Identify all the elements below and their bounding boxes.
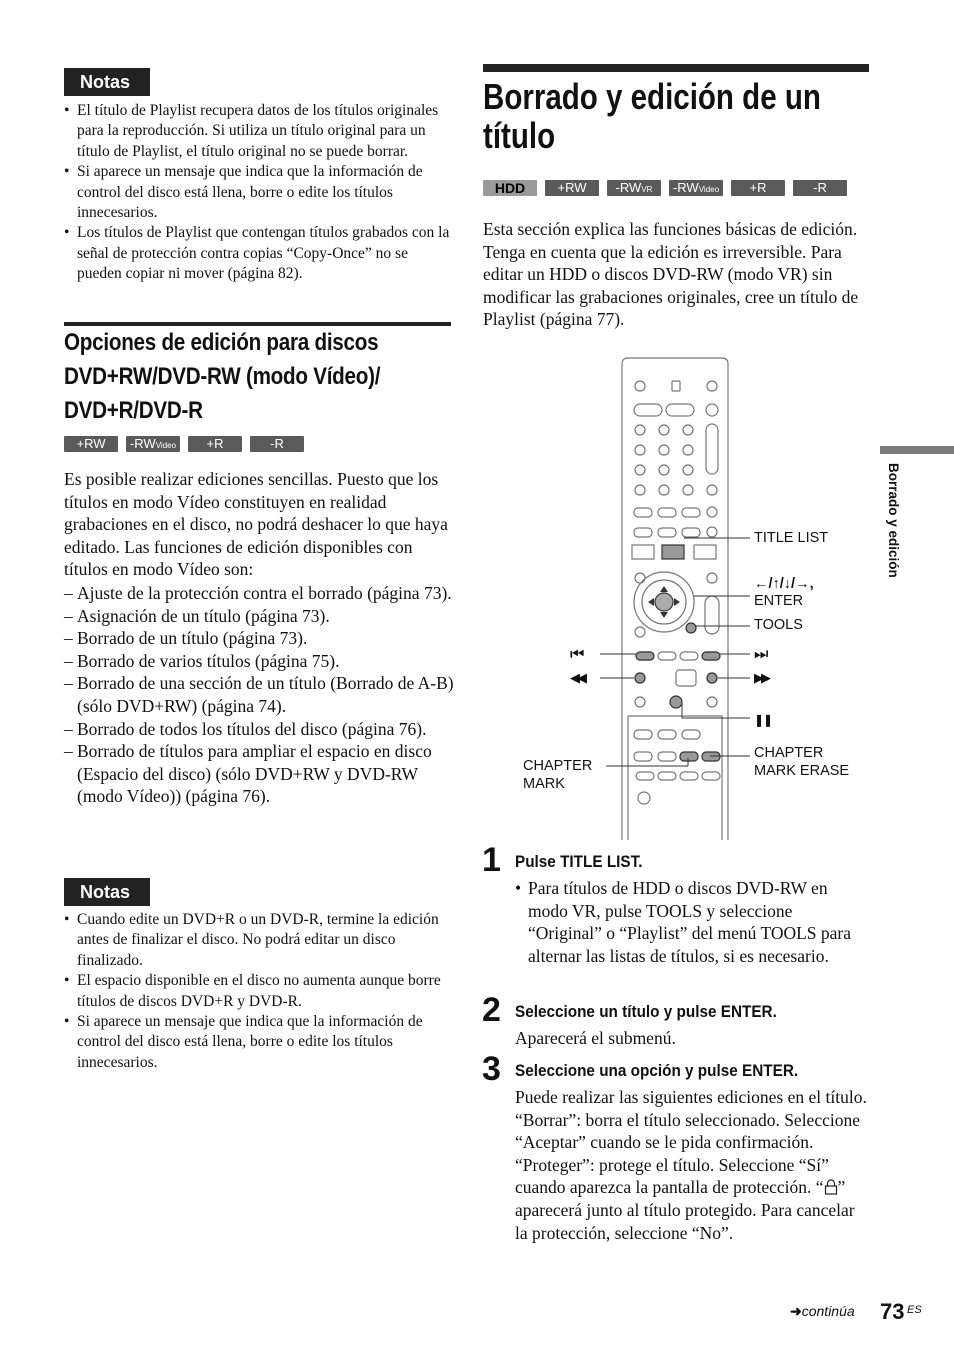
arrow-right-icon: ➜: [790, 1303, 802, 1319]
disc-badge: +RW: [64, 436, 118, 452]
continues-note: [790, 1303, 855, 1320]
step-text-part: ” aparecerá junto al título protegido. Para cancelar la protección, seleccione “No”.: [515, 1177, 855, 1243]
title-rule: [483, 64, 869, 72]
function-item: – Borrado de todos los títulos del disco (página 76).: [64, 718, 454, 741]
label-chapter-mark-erase: CHAPTER: [754, 745, 824, 761]
note-item: • Si aparece un mensaje que indica que la información de control del disco está llena, borre o edite los títulos innecesarios.: [64, 162, 454, 223]
step-text: Aparecerá el submenú.: [515, 1028, 676, 1048]
lock-icon: [824, 1179, 838, 1195]
step-paragraph: Puede realizar las siguientes ediciones en el título.: [515, 1087, 867, 1107]
disc-badges: [64, 436, 312, 452]
function-item: – Borrado de un título (página 73).: [64, 627, 454, 650]
disc-badge: +RW: [545, 180, 599, 196]
page-number: 73: [880, 1299, 905, 1324]
section-intro: Es posible realizar ediciones sencillas. Puesto que los títulos en modo Vídeo constituyen en realidad grabaciones en el disco, no podrá deshacer lo que haya editado. Las funciones de edición disponibles con títulos en modo Vídeo son:: [64, 469, 448, 580]
disc-badge: -RWVideo: [126, 436, 180, 452]
disc-badge: -RWVR: [607, 180, 661, 196]
note-item: • El espacio disponible en el disco no aumenta aunque borre títulos de discos DVD+R y DVD-R.: [64, 971, 454, 1012]
label-chapter-mark: CHAPTER: [523, 758, 593, 774]
step-paragraph: [515, 1154, 867, 1244]
step-title: Pulse TITLE LIST.: [515, 852, 643, 871]
step-text-part: “Proteger”: protege el título. Seleccione “Sí” cuando aparezca la pantalla de protección. “: [515, 1154, 829, 1198]
side-tab-label: Borrado y edición: [886, 463, 901, 578]
functions-list: [64, 582, 454, 808]
step-paragraph: “Borrar”: borra el título seleccionado. Seleccione “Aceptar” cuando se le pida confirmación.: [515, 1109, 860, 1153]
label-tools: TOOLS: [754, 617, 803, 633]
continues-label: continúa: [801, 1303, 855, 1319]
section-heading: Opciones de edición para discos DVD+RW/DVD-RW (modo Vídeo)/ DVD+R/DVD-R: [64, 329, 381, 424]
function-item: – Ajuste de la protección contra el borrado (página 73).: [64, 582, 454, 605]
step-number: 3: [482, 1050, 501, 1088]
step-number: 2: [482, 991, 501, 1029]
label-chapter-mark: MARK: [523, 776, 565, 792]
page-title: Borrado y edición de un título: [483, 76, 821, 156]
remote-control-illustration: [600, 356, 750, 840]
function-item: – Asignación de un título (página 73).: [64, 605, 454, 628]
step-number: 1: [482, 841, 501, 879]
notes-label: Notas: [64, 68, 150, 96]
function-item: – Borrado de títulos para ampliar el espacio en disco (Espacio del disco) (sólo DVD+RW y DVD-RW (modo Vídeo)) (página 76).: [64, 740, 454, 808]
function-item: – Borrado de una sección de un título (Borrado de A-B) (sólo DVD+RW) (página 74).: [64, 672, 454, 717]
rewind-icon: ◀◀: [570, 670, 584, 685]
note-item: • El título de Playlist recupera datos de los títulos originales para la reproducción. Si utiliza un título original para un título de Playlist, el título original no se puede borrar.: [64, 101, 454, 162]
step-bullet: • Para títulos de HDD o discos DVD-RW en modo VR, pulse TOOLS y seleccione “Original” o “Playlist” del menú TOOLS para alternar las listas de títulos, si es necesario.: [515, 877, 867, 967]
side-tab-bar: [880, 446, 954, 454]
disc-badges: [483, 180, 855, 196]
note-item: • Si aparece un mensaje que indica que la información de control del disco está llena, borre o edite los títulos innecesarios.: [64, 1012, 454, 1073]
label-arrows: ←/↑/↓/→,: [754, 576, 814, 592]
label-chapter-mark-erase: MARK ERASE: [754, 763, 850, 779]
step-bullets: [515, 877, 867, 967]
note-item: • Cuando edite un DVD+R o un DVD-R, termine la edición antes de finalizar el disco. No podrá editar un disco finalizado.: [64, 910, 454, 971]
next-icon: ⏭: [754, 646, 769, 663]
fast-forward-icon: ▶▶: [754, 670, 768, 685]
step-text: [515, 1086, 867, 1244]
language-code: ES: [907, 1304, 922, 1316]
notes-list: [64, 101, 454, 285]
previous-icon: ⏮: [570, 646, 585, 663]
step-title: Seleccione una opción y pulse ENTER.: [515, 1061, 799, 1080]
notes-label: Notas: [64, 878, 150, 906]
label-title-list: TITLE LIST: [754, 530, 829, 546]
disc-badge: HDD: [483, 180, 537, 196]
disc-badge: -RWVideo: [669, 180, 723, 196]
disc-badge: -R: [250, 436, 304, 452]
disc-badge: +R: [731, 180, 785, 196]
notes-list: [64, 910, 454, 1073]
page-intro: Esta sección explica las funciones básicas de edición. Tenga en cuenta que la edición es irreversible. Para editar un HDD o discos DVD-RW (modo VR) sin modificar las grabaciones originales, cree un título de Playlist (página 77).: [483, 219, 859, 330]
label-enter: ENTER: [754, 593, 804, 609]
disc-badge: +R: [188, 436, 242, 452]
note-item: • Los títulos de Playlist que contengan títulos grabados con la señal de protección contra copias “Copy-Once” no se pueden copiar ni mover (página 82).: [64, 223, 454, 284]
pause-icon: ❚❚: [754, 713, 773, 727]
step-title: Seleccione un título y pulse ENTER.: [515, 1002, 777, 1021]
disc-badge: -R: [793, 180, 847, 196]
function-item: – Borrado de varios títulos (página 75).: [64, 650, 454, 673]
